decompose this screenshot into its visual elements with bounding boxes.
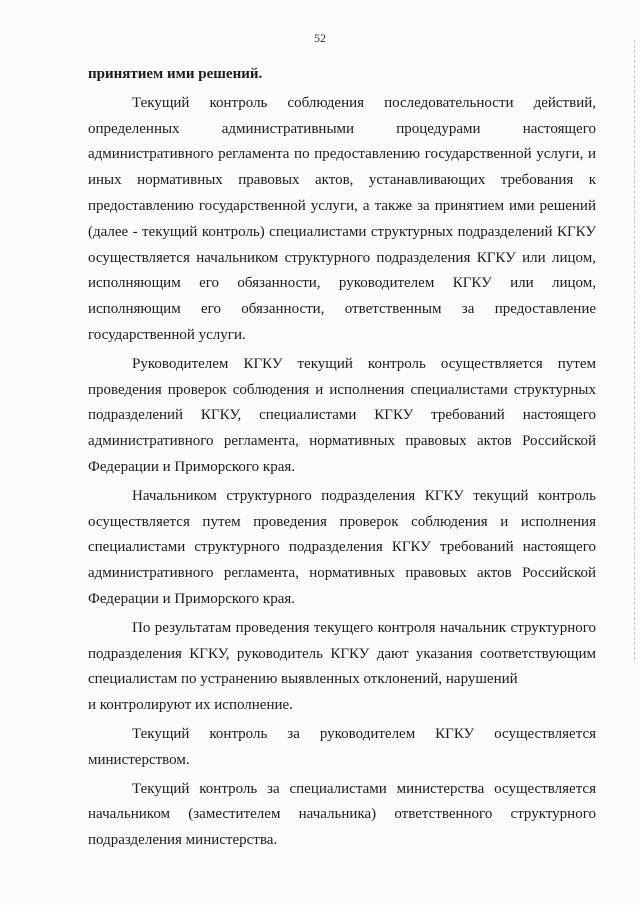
- paragraph-head-control: Руководителем КГКУ текущий контроль осуществляется путем проведения проверок соблюдения и исполнения специалистами структурных подразделений КГКУ, специалистами КГКУ требований настоящего административного регламента, нормативных правовых актов Российской Федерации и Приморского края.: [88, 355, 596, 475]
- paragraph-results-continuation: и контролируют их исполнение.: [88, 697, 293, 714]
- scan-edge-line: [634, 40, 635, 660]
- paragraph-ministry-control: Текущий контроль за руководителем КГКУ осуществляется министерством.: [88, 725, 596, 768]
- lead-in-text: принятием ими решений.: [88, 66, 263, 82]
- paragraph-division-control: Начальником структурного подразделения КГКУ текущий контроль осуществляется путем проведения проверок соблюдения и исполнения специалистами структурного подразделения КГКУ требований настоящего административного регламента, нормативных правовых актов Российской Федерации и Приморского края.: [88, 487, 596, 607]
- paragraph-ministry-specialists: Текущий контроль за специалистами министерства осуществляется начальником (заместителем начальника) ответственного структурного подразделения министерства.: [88, 780, 596, 849]
- document-body: [88, 62, 596, 854]
- paragraph-current-control: Текущий контроль соблюдения последовательности действий, определенных административными процедурами настоящего административного регламента по предоставлению государственной услуги, и иных нормативных правовых актов, устанавливающих требования к предоставлению государственной услуги, а также за принятием ими решений (далее - текущий контроль) специалистами структурных подразделений КГКУ осуществляется начальником структурного подразделения КГКУ или лицом, исполняющим его обязанности, руководителем КГКУ или лицом, исполняющим его обязанности, ответственным за предоставление государственной услуги.: [88, 94, 596, 343]
- page-number: 52: [314, 31, 326, 45]
- paragraph-results: По результатам проведения текущего контроля начальник структурного подразделения КГКУ, руководитель КГКУ дают указания соответствующим специалистам по устранению выявленных отклонений, нарушений: [88, 619, 596, 688]
